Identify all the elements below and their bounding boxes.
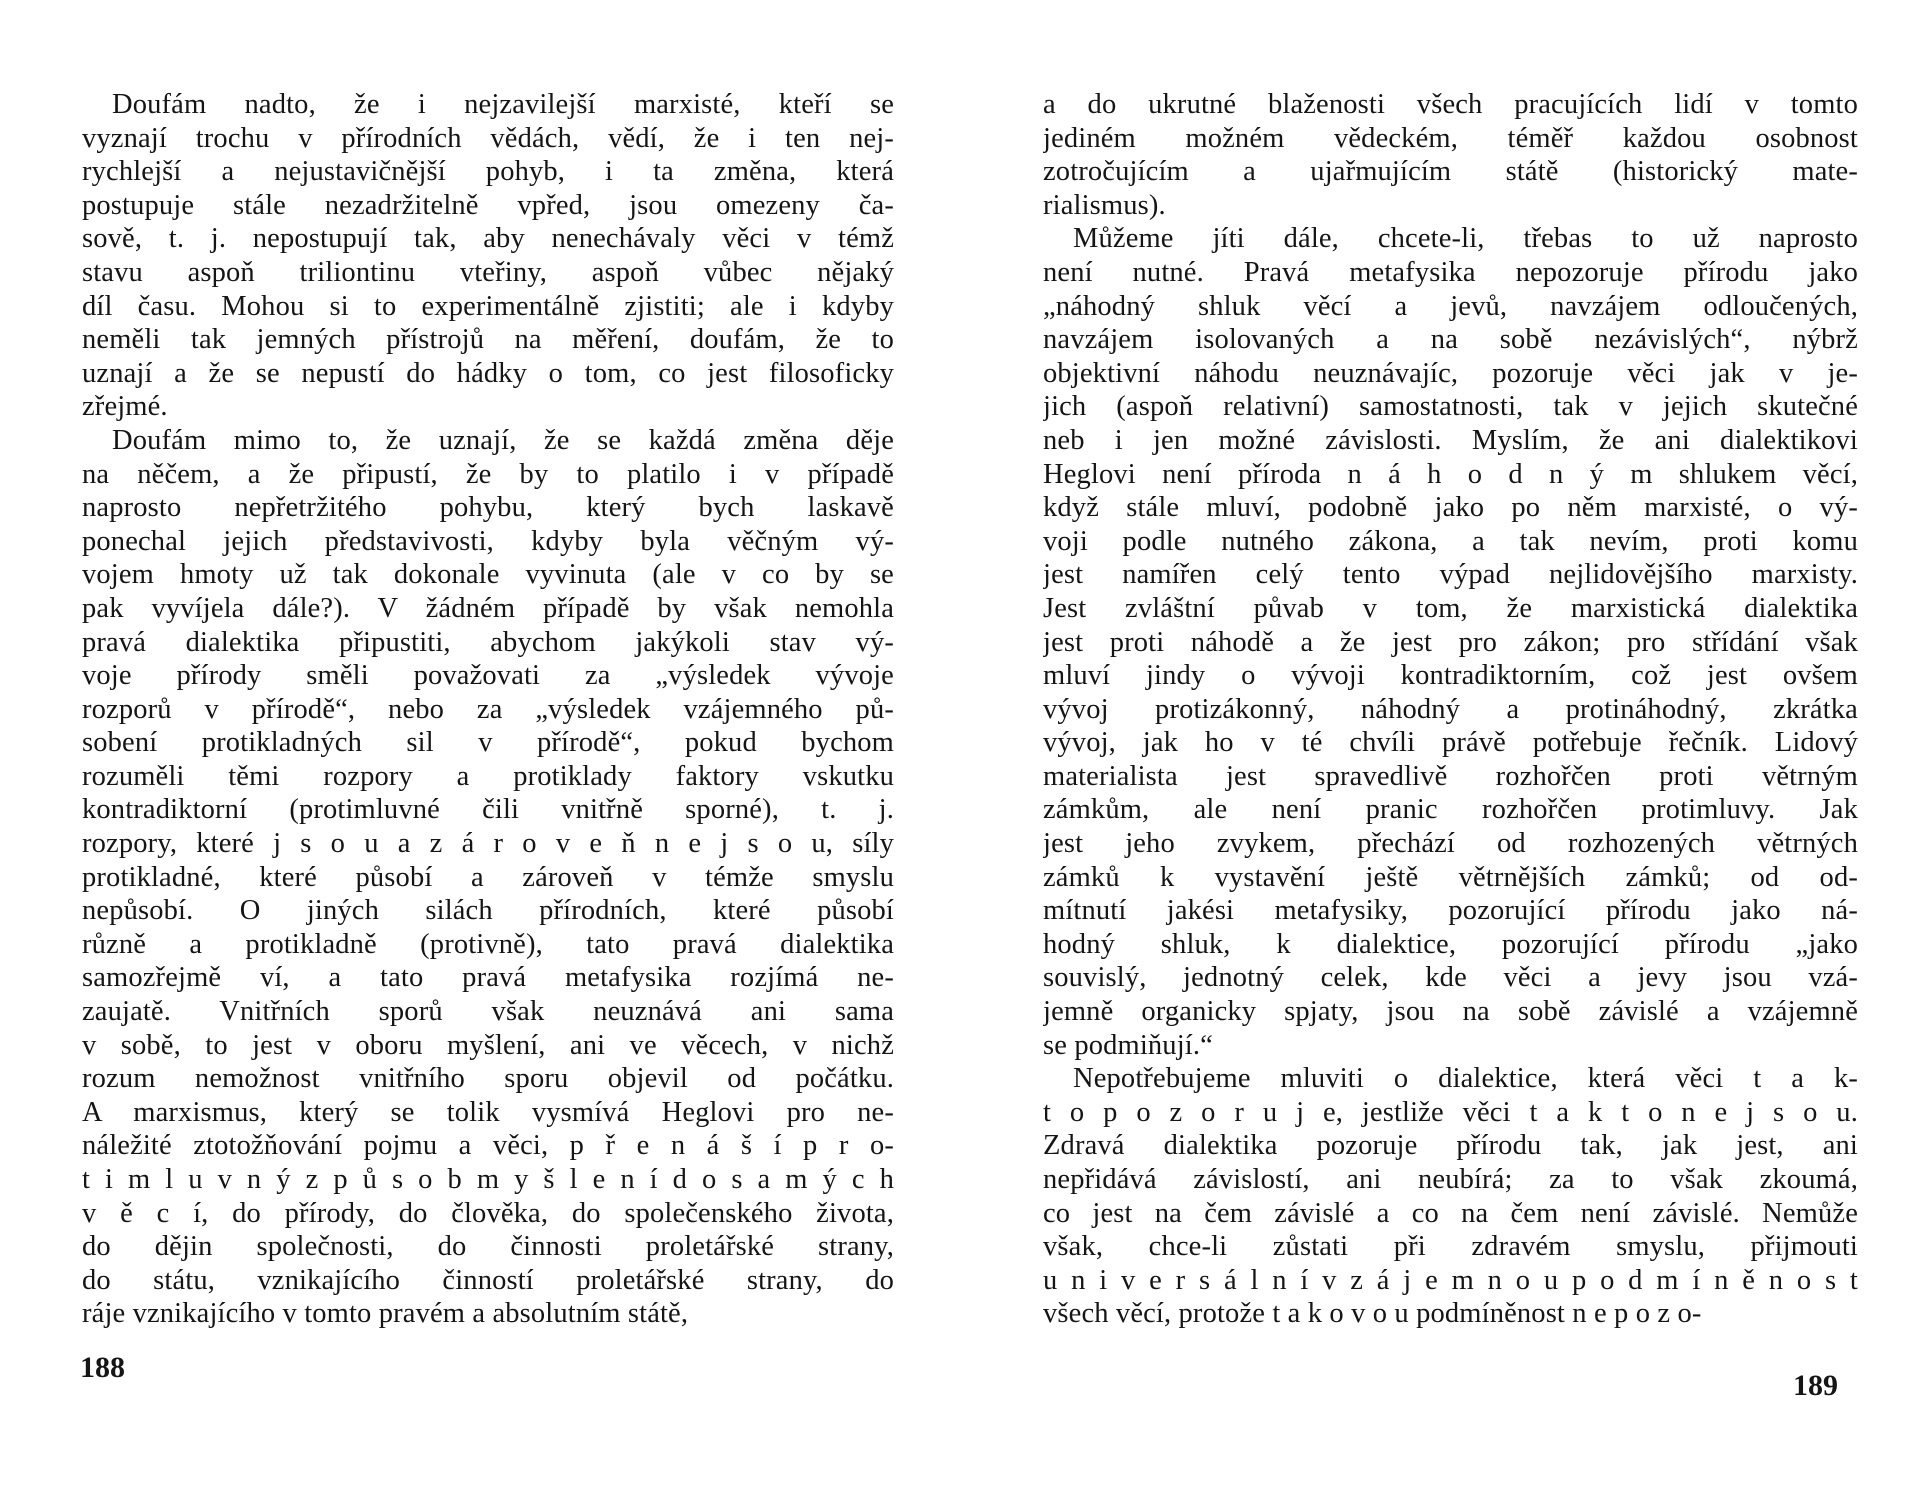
page-number-left: 188 <box>80 1351 125 1384</box>
text-line: sově, t. j. nepostupují tak, aby nenechávaly věci v témž <box>82 223 894 255</box>
text-line: jich (aspoň relativní) samostatnosti, tak v jejich skutečné <box>1043 391 1858 423</box>
text-line: materialista jest spravedlivě rozhořčen proti větrným <box>1043 760 1858 792</box>
text-line: t o p o z o r u j e, jestliže věci t a k t o n e j s o u. <box>1043 1096 1858 1128</box>
text-line: ponechal jejich představivosti, kdyby byla věčným vý- <box>82 525 894 557</box>
text-line: však, chce-li zůstati při zdravém smyslu, přijmouti <box>1043 1231 1858 1263</box>
text-line: neměli tak jemných přístrojů na měření, doufám, že to <box>82 324 894 356</box>
text-line: zámkům, ale není pranic rozhořčen protimluvy. Jak <box>1043 794 1858 826</box>
text-line: vývoj, jak ho v té chvíli právě potřebuje řečník. Lidový <box>1043 727 1858 759</box>
text-line: do dějin společnosti, do činnosti proletářské strany, <box>82 1231 894 1263</box>
text-line: rozuměli těmi rozpory a protiklady faktory vskutku <box>82 760 894 792</box>
text-line: sobení protikladných sil v přírodě“, pokud bychom <box>82 727 894 759</box>
text-line: souvislý, jednotný celek, kde věci a jevy jsou vzá- <box>1043 962 1858 994</box>
text-line: Heglovi není příroda n á h o d n ý m shlukem věcí, <box>1043 458 1858 490</box>
text-line: Doufám mimo to, že uznají, že se každá změna děje <box>112 424 894 456</box>
text-line: různě a protikladně (protivně), tato pravá dialektika <box>82 928 894 960</box>
text-line: uznají a že se nepustí do hádky o tom, co jest filosoficky <box>82 357 894 389</box>
text-line: jest proti náhodě a že jest pro zákon; pro střídání však <box>1043 626 1858 658</box>
text-line: nepůsobí. O jiných silách přírodních, které působí <box>82 895 894 927</box>
text-line: mítnutí jakési metafysiky, pozorující přírodu jako ná- <box>1043 895 1858 927</box>
text-line: hodný shluk, k dialektice, pozorující přírodu „jako <box>1043 928 1858 960</box>
text-line: objektivní náhodu neuznávajíc, pozoruje věci jak v je- <box>1043 357 1858 389</box>
text-line: t i m l u v n ý z p ů s o b m y š l e n í d o s a m ý c h <box>82 1164 894 1195</box>
text-line: náležité ztotožňování pojmu a věci, p ř e n á š í p r o- <box>82 1130 894 1162</box>
text-line: rialismus). <box>1043 189 1166 221</box>
text-line: protikladné, které působí a zároveň v témže smyslu <box>82 861 894 893</box>
text-line: mluví jindy o vývoji kontradiktorním, což jest ovšem <box>1043 660 1858 692</box>
text-line: voji podle nutného zákona, a tak nevím, proti komu <box>1043 525 1858 557</box>
text-line: do státu, vznikajícího činností proletářské strany, do <box>82 1264 894 1296</box>
text-line: jemně organicky spjaty, jsou na sobě závislé a vzájemně <box>1043 996 1858 1028</box>
text-line: nepřidává závislostí, ani neubírá; za to však zkoumá, <box>1043 1164 1858 1195</box>
text-line: Zdravá dialektika pozoruje přírodu tak, jak jest, ani <box>1043 1130 1858 1162</box>
text-line: zřejmé. <box>82 391 168 423</box>
text-line: vyznají trochu v přírodních vědách, vědí, že i ten nej- <box>82 122 894 154</box>
text-line: a do ukrutné blaženosti všech pracujících lidí v tomto <box>1043 89 1858 120</box>
text-line: jediném možném vědeckém, téměř každou osobnost <box>1043 122 1858 154</box>
text-line: rozum nemožnost vnitřního sporu objevil od počátku. <box>82 1063 894 1095</box>
text-line: zámků k vystavění ještě větrnějších zámků; od od- <box>1043 861 1858 893</box>
text-line: co jest na čem závislé a co na čem není závislé. Nemůže <box>1043 1197 1858 1229</box>
page-number-right: 189 <box>1793 1369 1838 1402</box>
text-line: Nepotřebujeme mluviti o dialektice, která věci t a k- <box>1073 1063 1858 1095</box>
text-line: ráje vznikajícího v tomto pravém a absolutním státě, <box>82 1298 689 1330</box>
text-line: když stále mluví, podobně jako po něm marxisté, o vý- <box>1043 492 1858 524</box>
text-line: voje přírody směli považovati za „výsledek vývoje <box>82 660 894 692</box>
text-line: zotročujícím a ujařmujícím státě (historický mate- <box>1043 156 1858 188</box>
text-line: v sobě, to jest v oboru myšlení, ani ve věcech, v nichž <box>82 1029 894 1061</box>
left-page-text <box>82 88 894 1331</box>
text-line: Doufám nadto, že i nejzavilejší marxisté, kteří se <box>112 89 894 120</box>
text-line: vojem hmoty už tak dokonale vyvinuta (ale v co by se <box>82 559 894 591</box>
text-line: samozřejmě ví, a tato pravá metafysika rozjímá ne- <box>82 962 894 994</box>
text-line: jest jeho zvykem, přechází od rozhozených větrných <box>1043 828 1858 860</box>
text-line: rychlejší a nejustavičnější pohyb, i ta změna, která <box>82 156 894 188</box>
text-line: všech věcí, protože t a k o v o u podmíněnost n e p o z o- <box>1043 1298 1702 1330</box>
text-line: A marxismus, který se tolik vysmívá Heglovi pro ne- <box>82 1096 894 1128</box>
text-line: v ě c í, do přírody, do člověka, do společenského života, <box>82 1197 894 1229</box>
text-line: kontradiktorní (protimluvné čili vnitřně sporné), t. j. <box>82 794 894 826</box>
text-line: jest namířen celý tento výpad nejlidovějšího marxisty. <box>1043 559 1858 591</box>
text-line: díl času. Mohou si to experimentálně zjistiti; ale i kdyby <box>82 290 894 322</box>
text-line: rozpory, které j s o u a z á r o v e ň n e j s o u, síly <box>82 828 894 860</box>
text-line: u n i v e r s á l n í v z á j e m n o u p o d m í n ě n o s t <box>1043 1264 1858 1296</box>
text-line: se podmiňují.“ <box>1043 1029 1213 1061</box>
text-line: zaujatě. Vnitřních sporů však neuznává ani sama <box>82 996 894 1028</box>
text-line: naprosto nepřetržitého pohybu, který bych laskavě <box>82 492 894 524</box>
text-line: navzájem isolovaných a na sobě nezávislých“, nýbrž <box>1043 324 1858 356</box>
right-page <box>961 0 1922 1500</box>
text-line: „náhodný shluk věcí a jevů, navzájem odloučených, <box>1043 290 1858 322</box>
text-line: pravá dialektika připustiti, abychom jakýkoli stav vý- <box>82 626 894 658</box>
text-line: vývoj protizákonný, náhodný a protináhodný, zkrátka <box>1043 693 1858 725</box>
text-line: stavu aspoň triliontinu vteřiny, aspoň vůbec nějaký <box>82 256 894 288</box>
text-line: Můžeme jíti dále, chcete-li, třebas to už naprosto <box>1073 223 1858 255</box>
text-line: Jest zvláštní půvab v tom, že marxistická dialektika <box>1043 592 1858 624</box>
text-line: pak vyvíjela dále?). V žádném případě by však nemohla <box>82 592 894 624</box>
text-line: neb i jen možné závislosti. Myslím, že ani dialektikovi <box>1043 424 1858 456</box>
text-line: není nutné. Pravá metafysika nepozoruje přírodu jako <box>1043 256 1858 288</box>
text-line: postupuje stále nezadržitelně vpřed, jsou omezeny ča- <box>82 189 894 221</box>
text-line: na něčem, a že připustí, že by to platilo i v případě <box>82 458 894 490</box>
right-page-text <box>1043 88 1858 1331</box>
text-line: rozporů v přírodě“, nebo za „výsledek vzájemného pů- <box>82 693 894 725</box>
